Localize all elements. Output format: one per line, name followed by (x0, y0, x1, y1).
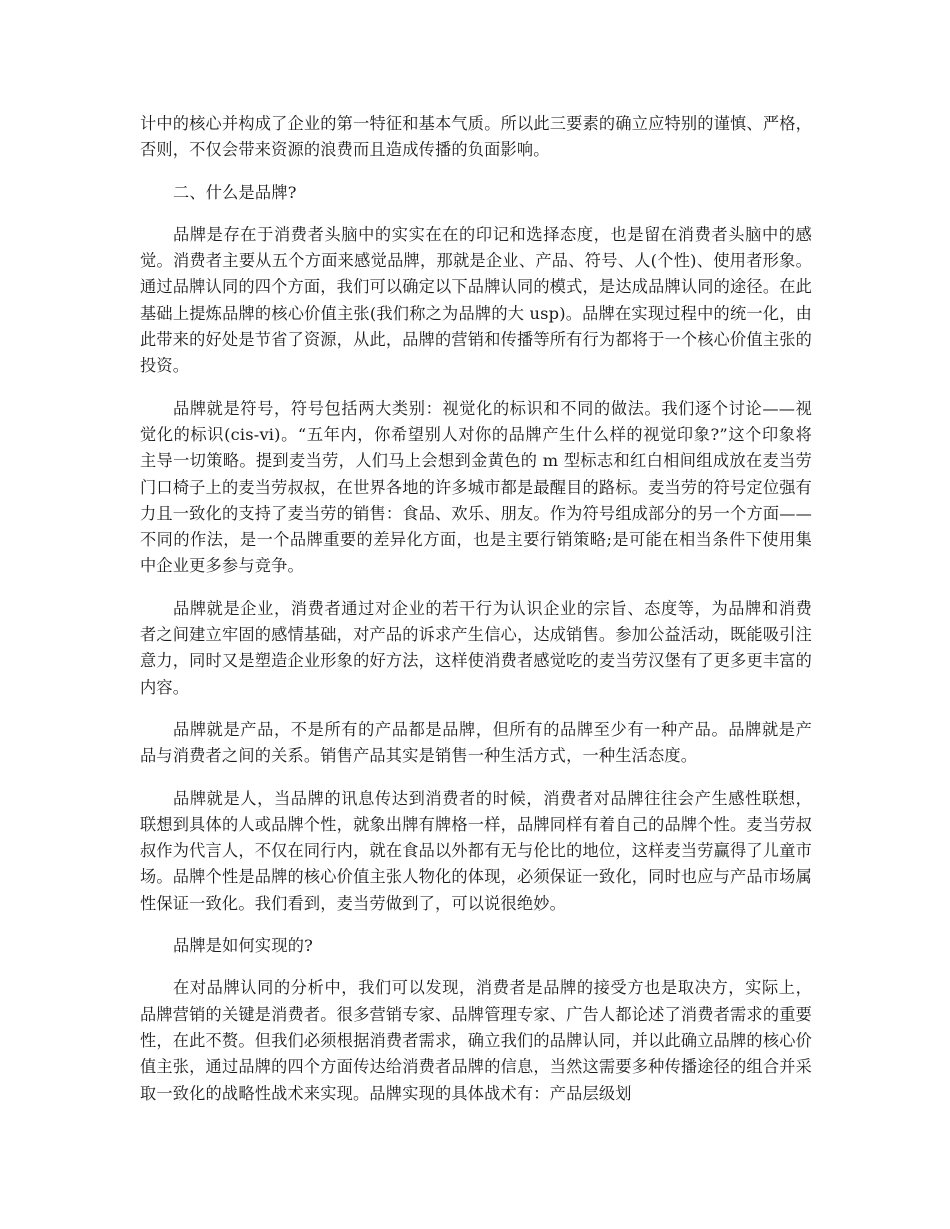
section-heading-how-brand-realized: 品牌是如何实现的? (173, 936, 313, 956)
paragraph-brand-person: 品牌就是人，当品牌的讯息传达到消费者的时候，消费者对品牌往往会产生感性联想，联想到具体的人或品牌个性，就象出牌有牌格一样，品牌同样有着自己的品牌个性。麦当劳叔叔作为代言人，不仅在同行内，就在食品以外都有无与伦比的地位，这样麦当劳赢得了儿童市场。品牌个性是品牌的核心价值主张人物化的体现，必须保证一致化，同时也应与产品市场属性保证一致化。我们看到，麦当劳做到了，可以说很绝妙。 (140, 788, 812, 913)
paragraph-brand-symbol: 品牌就是符号，符号包括两大类别：视觉化的标识和不同的做法。我们逐个讨论——视觉化的标识(cis-vi)。“五年内，你希望别人对你的品牌产生什么样的视觉印象?”这个印象将主导一切策略。提到麦当劳，人们马上会想到金黄色的 m 型标志和红白相间组成放在麦当劳门口椅子上的麦当劳叔叔，在世界各地的许多城市都是最醒目的路标。麦当劳的符号定位强有力且一致化的支持了麦当劳的销售：食品、欢乐、朋友。作为符号组成部分的另一个方面——不同的作法，是一个品牌重要的差异化方面，也是主要行销策略;是可能在相当条件下使用集中企业更多参与竞争。 (140, 398, 812, 576)
section-heading-what-is-brand: 二、什么是品牌? (173, 182, 297, 202)
paragraph-continuation: 计中的核心并构成了企业的第一特征和基本气质。所以此三要素的确立应特别的谨慎、严格，否则，不仅会带来资源的浪费而且造成传播的负面影响。 (140, 114, 812, 160)
paragraph-brand-realization: 在对品牌认同的分析中，我们可以发现，消费者是品牌的接受方也是取决方，实际上，品牌营销的关键是消费者。很多营销专家、品牌管理专家、广告人都论述了消费者需求的重要性，在此不赘。但我们必须根据消费者需求，确立我们的品牌认同，并以此确立品牌的核心价值主张，通过品牌的四个方面传达给消费者品牌的信息，当然这需要多种传播途径的组合并采取一致化的战略性战术来实现。品牌实现的具体战术有：产品层级划 (140, 978, 812, 1103)
paragraph-brand-definition: 品牌是存在于消费者头脑中的实实在在的印记和选择态度，也是留在消费者头脑中的感觉。消费者主要从五个方面来感觉品牌，那就是企业、产品、符号、人(个性)、使用者形象。通过品牌认同的四个方面，我们可以确定以下品牌认同的模式，是达成品牌认同的途径。在此基础上提炼品牌的核心价值主张(我们称之为品牌的大 usp)。品牌在实现过程中的统一化，由此带来的好处是节省了资源，从此，品牌的营销和传播等所有行为都将于一个核心价值主张的投资。 (140, 224, 812, 376)
document-page (140, 111, 812, 1123)
paragraph-brand-enterprise: 品牌就是企业，消费者通过对企业的若干行为认识企业的宗旨、态度等，为品牌和消费者之间建立牢固的感情基础，对产品的诉求产生信心，达成销售。参加公益活动，既能吸引注意力，同时又是塑造企业形象的好方法，这样使消费者感觉吃的麦当劳汉堡有了更多更丰富的内容。 (140, 598, 812, 697)
paragraph-brand-product: 品牌就是产品，不是所有的产品都是品牌，但所有的品牌至少有一种产品。品牌就是产品与消费者之间的关系。销售产品其实是销售一种生活方式，一种生活态度。 (140, 719, 812, 766)
